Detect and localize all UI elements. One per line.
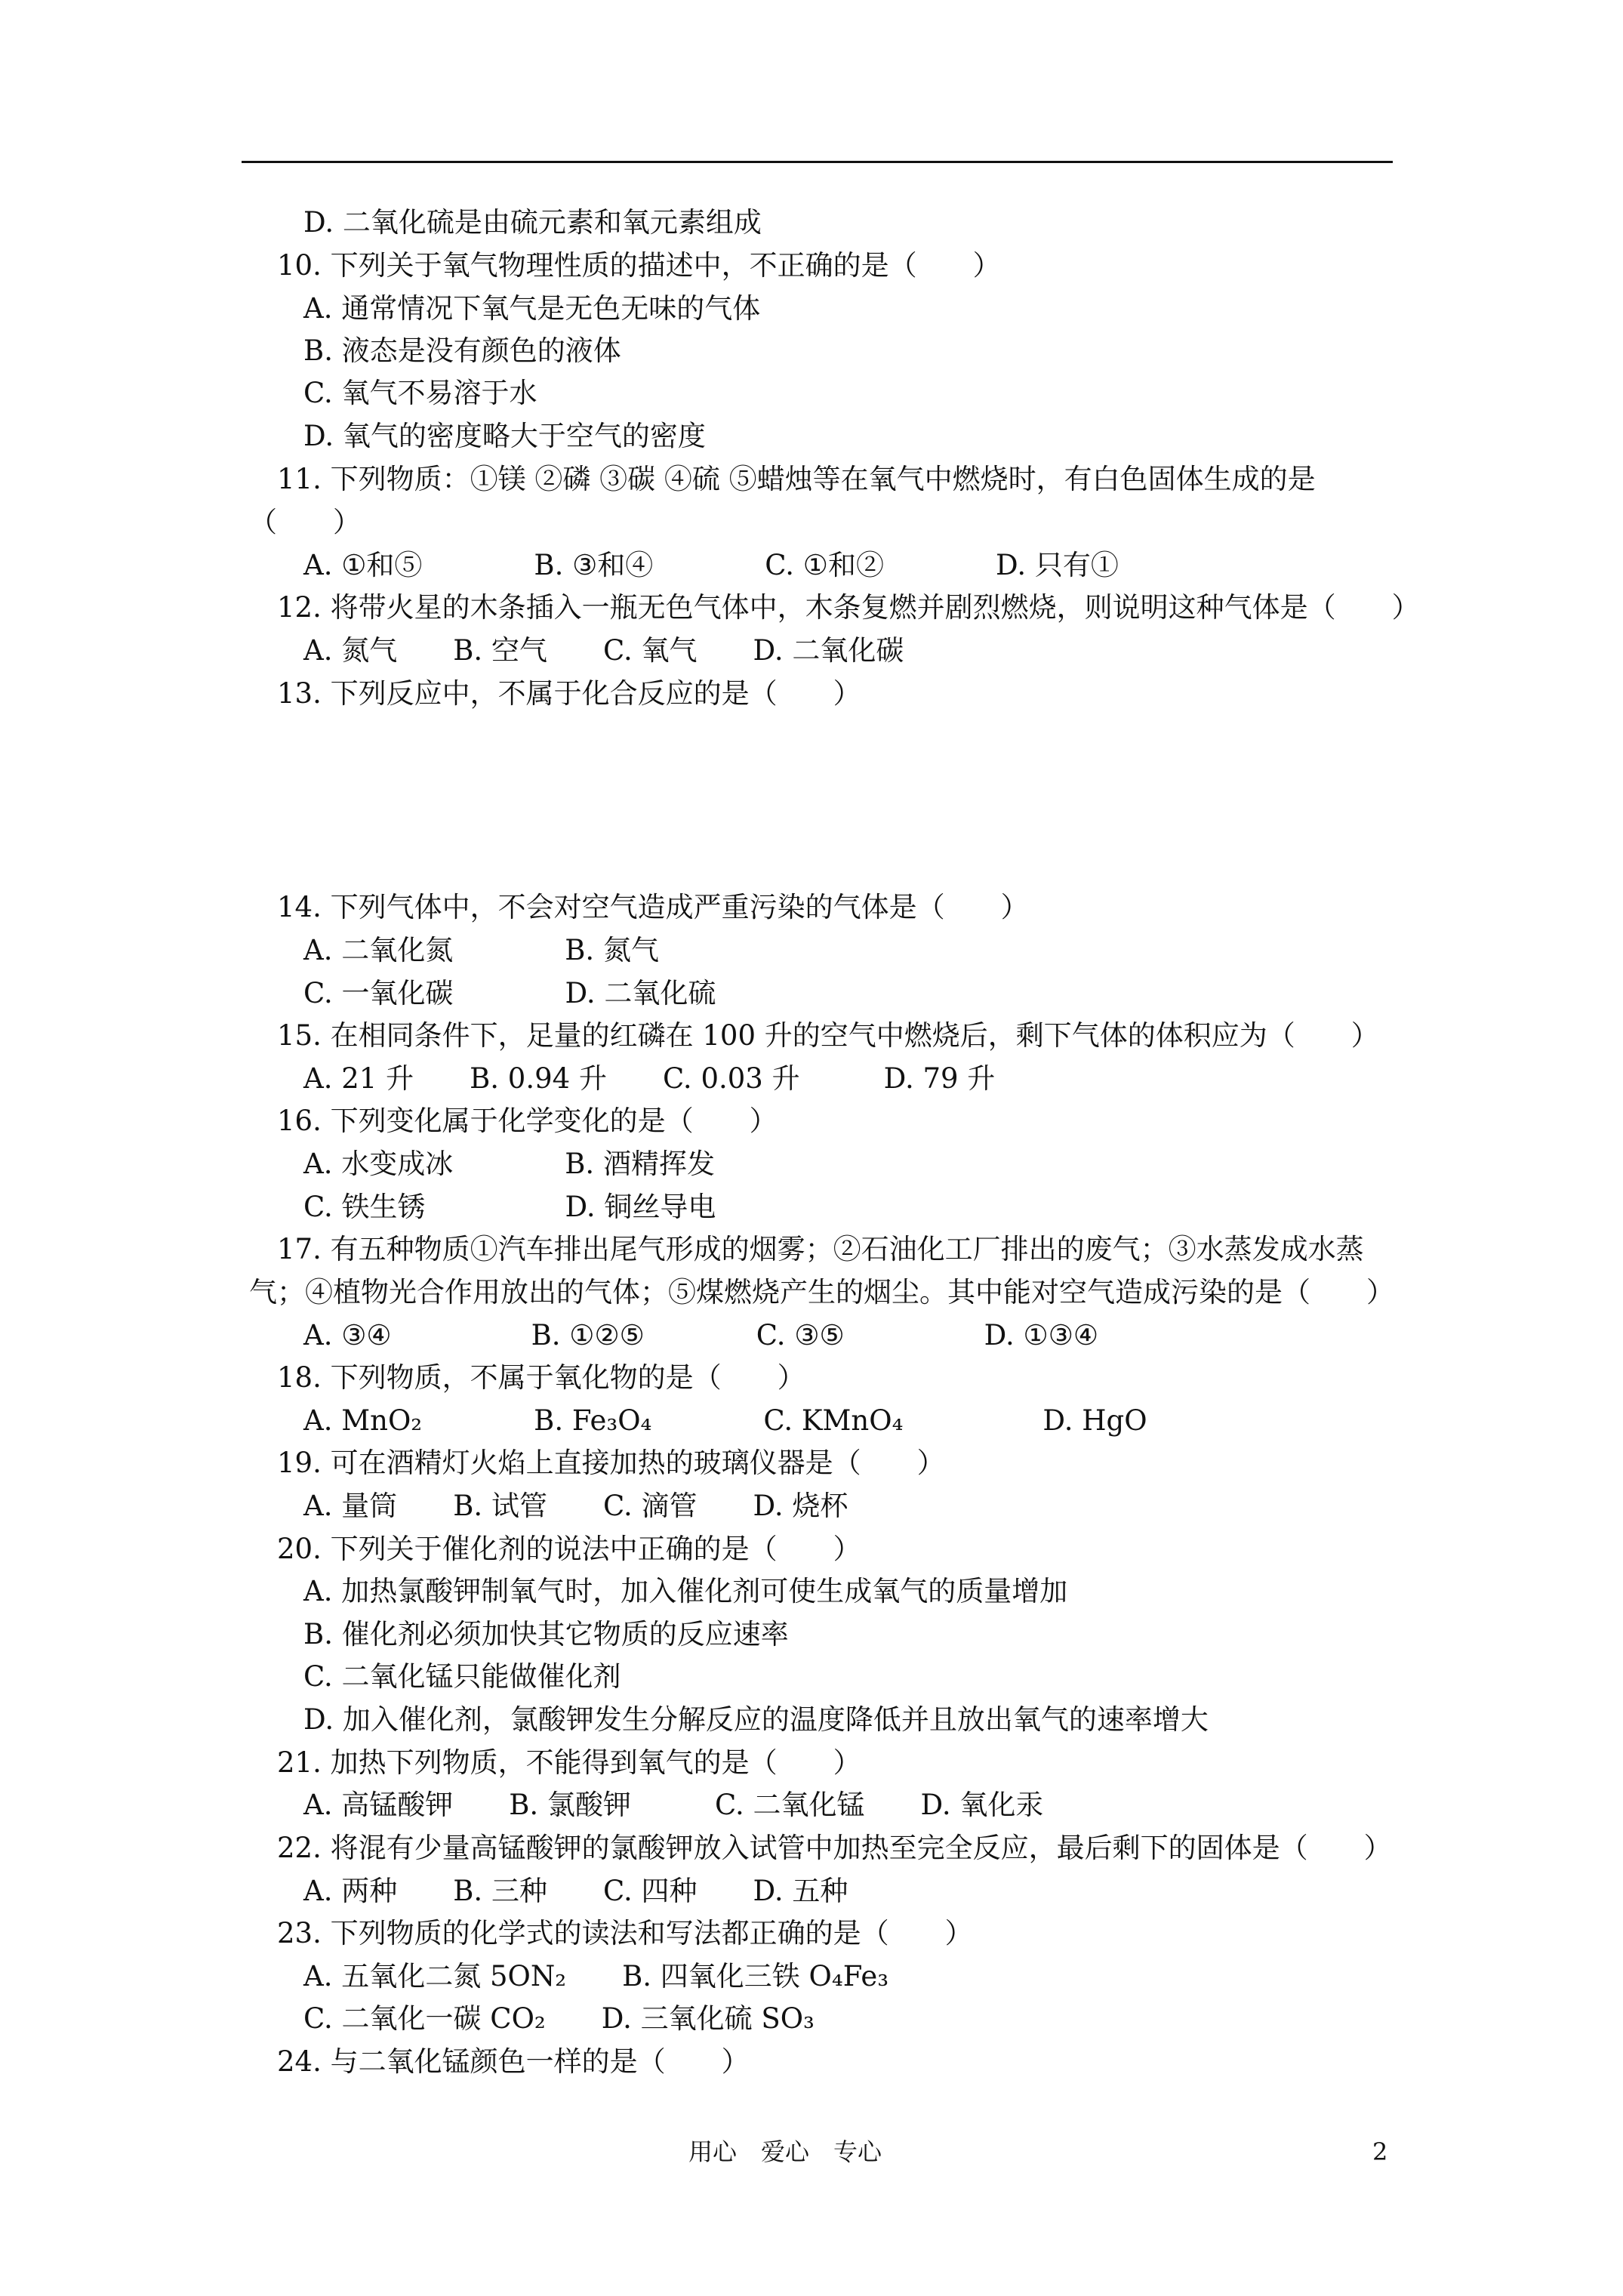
q20-option-b: B. 催化剂必须加快其它物质的反应速率 xyxy=(303,1618,789,1650)
q10-option-a: A. 通常情况下氧气是无色无味的气体 xyxy=(303,292,761,325)
q18-stem: 18. 下列物质，不属于氧化物的是（ ） xyxy=(277,1361,805,1394)
header-rule xyxy=(242,161,1393,163)
q21-options: A. 高锰酸钾 B. 氯酸钾 C. 二氧化锰 D. 氧化汞 xyxy=(303,1789,1044,1821)
q19-stem: 19. 可在酒精灯火焰上直接加热的玻璃仪器是（ ） xyxy=(277,1447,945,1479)
q15-options: A. 21 升 B. 0.94 升 C. 0.03 升 D. 79 升 xyxy=(303,1062,996,1095)
q10-option-d: D. 氧气的密度略大于空气的密度 xyxy=(303,420,706,452)
q18-options: A. MnO₂ B. Fe₃O₄ C. KMnO₄ D. HgO xyxy=(303,1404,1147,1437)
q16-options-ab: A. 水变成冰 B. 酒精挥发 xyxy=(303,1148,715,1180)
q16-options-cd: C. 铁生锈 D. 铜丝导电 xyxy=(303,1191,716,1223)
q17-stem-continued: 气；④植物光合作用放出的气体；⑤煤燃烧产生的烟尘。其中能对空气造成污染的是（ ） xyxy=(249,1276,1394,1308)
q17-options: A. ③④ B. ①②⑤ C. ③⑤ D. ①③④ xyxy=(303,1319,1099,1351)
q20-option-a: A. 加热氯酸钾制氧气时，加入催化剂可使生成氧气的质量增加 xyxy=(303,1575,1068,1607)
q23-stem: 23. 下列物质的化学式的读法和写法都正确的是（ ） xyxy=(277,1917,973,1949)
q16-stem: 16. 下列变化属于化学变化的是（ ） xyxy=(277,1105,778,1137)
q22-options: A. 两种 B. 三种 C. 四种 D. 五种 xyxy=(303,1875,848,1907)
q17-stem: 17. 有五种物质①汽车排出尾气形成的烟雾；②石油化工厂排出的废气；③水蒸发成水蒸 xyxy=(277,1233,1364,1265)
q15-stem: 15. 在相同条件下，足量的红磷在 100 升的空气中燃烧后，剩下气体的体积应为（ ） xyxy=(277,1019,1379,1052)
q11-stem-continued: （ ） xyxy=(249,506,361,538)
q20-option-d: D. 加入催化剂，氯酸钾发生分解反应的温度降低并且放出氧气的速率增大 xyxy=(303,1703,1209,1736)
q21-stem: 21. 加热下列物质，不能得到氧气的是（ ） xyxy=(277,1746,861,1779)
q10-stem: 10. 下列关于氧气物理性质的描述中，不正确的是（ ） xyxy=(277,249,1001,282)
page-number: 2 xyxy=(1372,2137,1388,2166)
q10-option-b: B. 液态是没有颜色的液体 xyxy=(303,334,621,367)
q22-stem: 22. 将混有少量高锰酸钾的氯酸钾放入试管中加热至完全反应，最后剩下的固体是（ ） xyxy=(277,1832,1392,1864)
q13-stem: 13. 下列反应中，不属于化合反应的是（ ） xyxy=(277,677,861,710)
q24-stem: 24. 与二氧化锰颜色一样的是（ ） xyxy=(277,2045,750,2078)
q14-stem: 14. 下列气体中，不会对空气造成严重污染的气体是（ ） xyxy=(277,891,1029,923)
q20-stem: 20. 下列关于催化剂的说法中正确的是（ ） xyxy=(277,1533,861,1565)
q10-option-c: C. 氧气不易溶于水 xyxy=(303,377,537,409)
q11-stem: 11. 下列物质：①镁 ②磷 ③碳 ④硫 ⑤蜡烛等在氧气中燃烧时，有白色固体生成的是 xyxy=(277,463,1316,495)
q14-options-cd: C. 一氧化碳 D. 二氧化硫 xyxy=(303,977,716,1009)
q11-options: A. ①和⑤ B. ③和④ C. ①和② D. 只有① xyxy=(303,549,1119,581)
footer-motto: 用心 爱心 专心 xyxy=(688,2137,882,2166)
q9-option-d: D. 二氧化硫是由硫元素和氧元素组成 xyxy=(303,206,762,239)
q23-options-cd: C. 二氧化一碳 CO₂ D. 三氧化硫 SO₃ xyxy=(303,2002,815,2035)
q19-options: A. 量筒 B. 试管 C. 滴管 D. 烧杯 xyxy=(303,1490,848,1522)
q12-options: A. 氮气 B. 空气 C. 氧气 D. 二氧化碳 xyxy=(303,634,904,667)
q20-option-c: C. 二氧化锰只能做催化剂 xyxy=(303,1660,621,1693)
q12-stem: 12. 将带火星的木条插入一瓶无色气体中，木条复燃并剧烈燃烧，则说明这种气体是（ ） xyxy=(277,591,1420,624)
q23-options-ab: A. 五氧化二氮 5ON₂ B. 四氧化三铁 O₄Fe₃ xyxy=(303,1960,889,1992)
q14-options-ab: A. 二氧化氮 B. 氮气 xyxy=(303,934,659,966)
